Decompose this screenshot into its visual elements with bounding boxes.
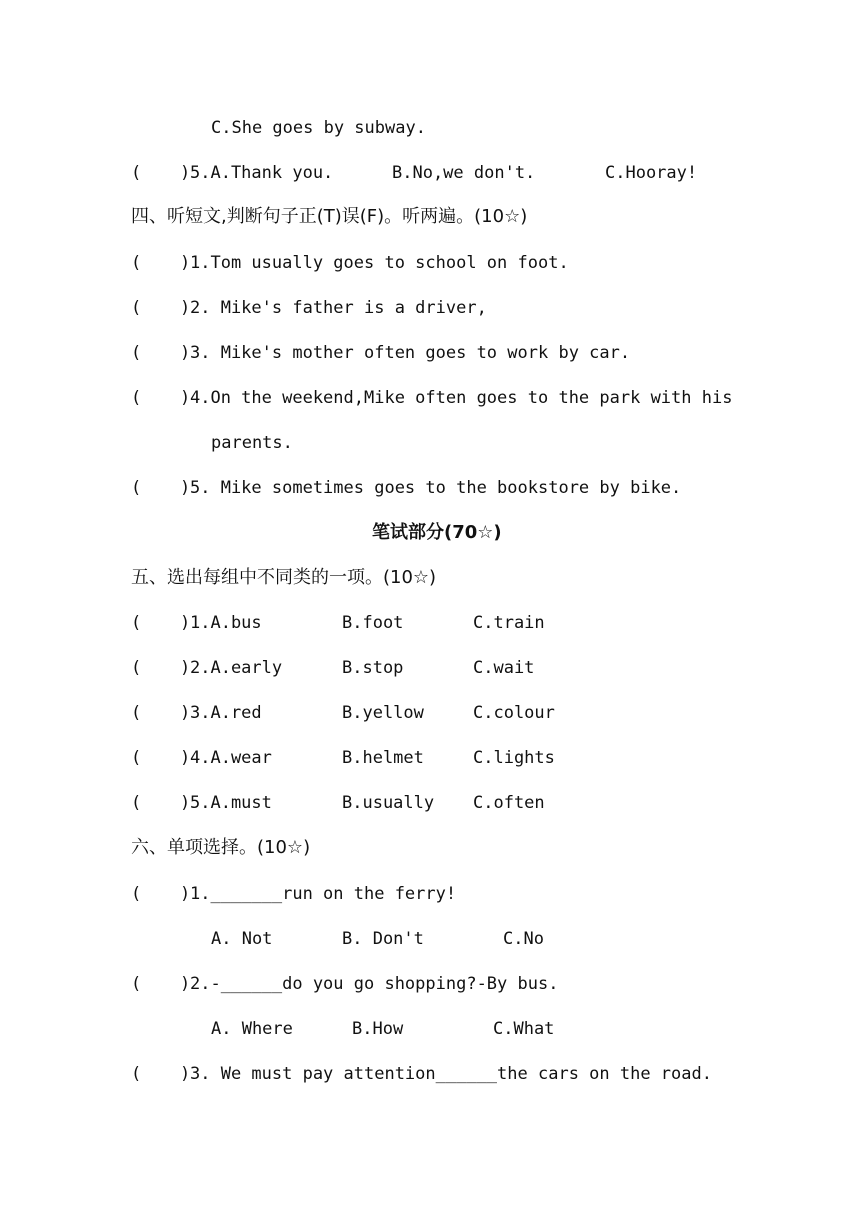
option-a: 1.A.bus (190, 613, 262, 633)
answer-paren-open: ( (131, 298, 142, 318)
question-text: 5. Mike sometimes goes to the bookstore by bike. (190, 478, 682, 498)
answer-paren-close: ) (180, 613, 191, 633)
answer-paren-open: ( (131, 343, 142, 363)
answer-paren-open: ( (131, 884, 142, 904)
option-b: B.foot (342, 613, 404, 633)
option-c: C.Hooray! (605, 163, 698, 183)
question-text: 4.On the weekend,Mike often goes to the park with his (190, 388, 733, 408)
option-a: A. Not (211, 929, 273, 949)
answer-paren-open: ( (131, 253, 142, 273)
section-5-title: 五、选出每组中不同类的一项。(10☆) (131, 567, 437, 588)
answer-paren-close: ) (180, 163, 191, 183)
question-text: 3. Mike's mother often goes to work by car. (190, 343, 631, 363)
option-a: 5.A.must (190, 793, 272, 813)
option-a: A. Where (211, 1019, 293, 1039)
answer-paren-open: ( (131, 748, 142, 768)
answer-paren-close: ) (180, 253, 191, 273)
answer-paren-open: ( (131, 478, 142, 498)
question-text: 2.-______do you go shopping?-By bus. (190, 974, 559, 994)
answer-paren-close: ) (180, 388, 191, 408)
answer-paren-open: ( (131, 388, 142, 408)
option-c: C.No (503, 929, 544, 949)
answer-paren-close: ) (180, 884, 191, 904)
option-c: C.train (473, 613, 545, 633)
answer-paren-open: ( (131, 658, 142, 678)
answer-paren-close: ) (180, 703, 191, 723)
option-c: C.What (493, 1019, 555, 1039)
section-6-title: 六、单项选择。(10☆) (131, 837, 311, 858)
answer-paren-open: ( (131, 613, 142, 633)
answer-paren-open: ( (131, 703, 142, 723)
option-b: B.helmet (342, 748, 424, 768)
option-b: B.How (352, 1019, 404, 1039)
answer-paren-close: ) (180, 748, 191, 768)
option-b: B.usually (342, 793, 435, 813)
answer-paren-close: ) (180, 1064, 191, 1084)
option-a: 2.A.early (190, 658, 283, 678)
written-part-title: 笔试部分(70☆) (372, 522, 502, 543)
question-text-continued: parents. (211, 433, 293, 453)
option-c: C.wait (473, 658, 535, 678)
section-4-title: 四、听短文,判断句子正(T)误(F)。听两遍。(10☆) (131, 206, 528, 227)
question-text: 3. We must pay attention______the cars on the road. (190, 1064, 712, 1084)
option-c: C.often (473, 793, 545, 813)
answer-paren-open: ( (131, 163, 142, 183)
option-a: 3.A.red (190, 703, 262, 723)
option-c: C.colour (473, 703, 555, 723)
answer-paren-close: ) (180, 793, 191, 813)
answer-paren-open: ( (131, 1064, 142, 1084)
question-text: 2. Mike's father is a driver, (190, 298, 487, 318)
option-a: 4.A.wear (190, 748, 272, 768)
answer-paren-open: ( (131, 793, 142, 813)
option-c: C.lights (473, 748, 555, 768)
option-b: B.stop (342, 658, 404, 678)
answer-paren-close: ) (180, 298, 191, 318)
option-b: B.No,we don't. (392, 163, 536, 183)
answer-paren-close: ) (180, 343, 191, 363)
question-text: 1._______run on the ferry! (190, 884, 457, 904)
answer-paren-open: ( (131, 974, 142, 994)
question-text: 5.A.Thank you. (190, 163, 334, 183)
option-c-line: C.She goes by subway. (211, 118, 426, 138)
answer-paren-close: ) (180, 478, 191, 498)
question-text: 1.Tom usually goes to school on foot. (190, 253, 569, 273)
option-b: B.yellow (342, 703, 424, 723)
answer-paren-close: ) (180, 974, 191, 994)
option-b: B. Don't (342, 929, 424, 949)
answer-paren-close: ) (180, 658, 191, 678)
